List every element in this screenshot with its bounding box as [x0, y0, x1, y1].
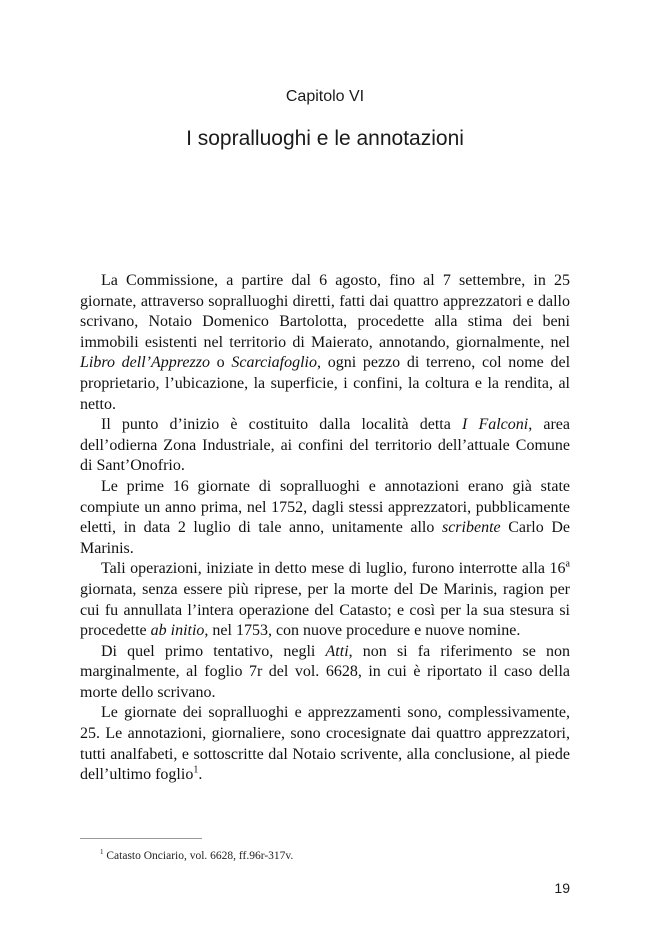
text-run: Di quel primo tentativo, negli	[101, 642, 326, 660]
text-run: o	[209, 354, 232, 372]
paragraph-6	[80, 703, 570, 785]
text-run: , non si fa riferimento se non marginalmente, al foglio 7r del vol. 6628, in cui è riportato il caso della morte dello scrivano.	[80, 642, 570, 701]
footnote-reference: 1	[193, 764, 199, 776]
text-run: La Commissione, a partire dal 6 agosto, fino al 7 settembre, in 25 giornate, attraverso sopralluoghi diretti, fatti dai quattro apprezzatori e dallo scrivano, Notaio Domenico Bartolotta, procedette alla stima dei beni immobili esistenti nel territorio di Maierato, annotando, giornalmente, nel	[80, 272, 570, 351]
paragraph-3	[80, 477, 570, 559]
footnote-text: Catasto Onciario, vol. 6628, ff.96r-317v.	[103, 850, 294, 862]
text-run: .	[198, 766, 203, 784]
footnote-number: 1	[100, 848, 104, 857]
italic-term: Libro dell’Apprezzo	[80, 354, 210, 372]
ordinal-superscript: a	[565, 558, 570, 570]
text-run: giornata, senza essere più riprese, per la morte del De Marinis, ragion per cui fu annullata l’intera operazione del Catasto; e così per la sua stesura si procedette	[80, 580, 570, 640]
paragraph-2	[80, 415, 570, 477]
italic-term: ab initio	[150, 622, 205, 640]
text-run: Le prime 16 giornate di sopralluoghi e annotazioni erano già state compiute un anno prima, nel 1752, dagli stessi apprezzatori, pubblicamente eletti, in data 2 luglio di tale anno, unitamente allo	[80, 477, 570, 537]
italic-term: Atti	[325, 642, 349, 660]
text-run: Il punto d’inizio è costituito dalla località detta	[101, 416, 462, 434]
chapter-label: Capitolo VI	[285, 88, 365, 105]
text-run: Carlo De Marinis.	[80, 519, 570, 557]
text-run: , nel 1753, con nuove procedure e nuove nomine.	[204, 622, 521, 640]
footnote-divider	[80, 838, 202, 839]
text-run: Le giornate dei sopralluoghi e apprezzamenti sono, complessivamente, 25. Le annotazioni, giornaliere, sono crocesignate dai quattro apprezzatori, tutti analfabeti, e sottoscritte dal Notaio scrivente, alla conclusione, al piede dell’ultimo foglio	[80, 704, 570, 784]
chapter-title: I sopralluoghi e le annotazioni	[186, 127, 464, 150]
paragraph-4	[80, 559, 570, 641]
italic-term: scribente	[441, 519, 501, 537]
paragraph-1	[80, 271, 570, 415]
text-run: Tali operazioni, iniziate in detto mese di luglio, furono interrotte alla 16	[101, 560, 566, 578]
italic-term: I Falconi	[462, 416, 529, 434]
text-run: , ogni pezzo di terreno, col nome del proprietario, l’ubicazione, la superficie, i confini, la coltura e la rendita, al netto.	[80, 354, 571, 413]
paragraph-5	[80, 642, 570, 704]
text-run: , area dell’odierna Zona Industriale, ai confini del territorio dell’attuale Comune di Sant’Onofrio.	[80, 416, 571, 475]
body-text	[80, 271, 570, 786]
footnote	[100, 850, 570, 862]
page-number: 19	[554, 880, 570, 896]
italic-term: Scarciafoglio	[231, 354, 317, 372]
